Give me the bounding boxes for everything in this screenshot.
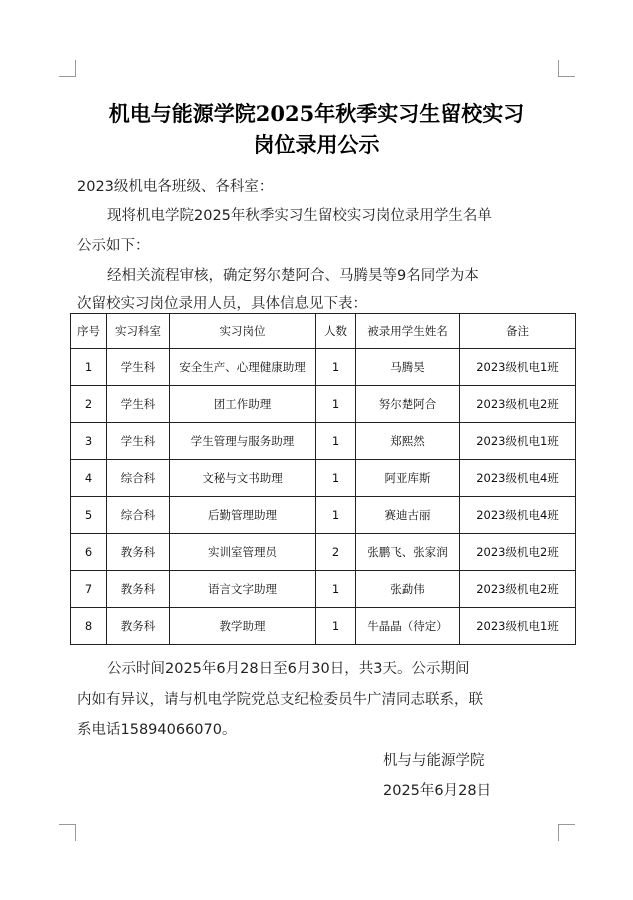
paragraph-2-line-2: 次留校实习岗位录用人员，具体信息见下表： <box>77 296 367 312</box>
table-row <box>71 349 576 386</box>
cell-count: 1 <box>316 423 356 460</box>
cell-index: 1 <box>71 349 107 386</box>
cell-count: 1 <box>316 608 356 645</box>
cell-department: 学生科 <box>107 423 170 460</box>
header-remarks: 备注 <box>460 314 576 349</box>
cell-department: 综合科 <box>107 497 170 534</box>
cell-position: 语言文字助理 <box>170 571 316 608</box>
header-position: 实习岗位 <box>170 314 316 349</box>
table-row <box>71 386 576 423</box>
cell-student-name: 张勐伟 <box>356 571 460 608</box>
cell-remarks: 2023级机电4班 <box>460 497 576 534</box>
cell-position: 安全生产、心理健康助理 <box>170 349 316 386</box>
cell-department: 学生科 <box>107 349 170 386</box>
salutation: 2023级机电各班级、各科室： <box>77 179 274 195</box>
cell-position: 后勤管理助理 <box>170 497 316 534</box>
header-index: 序号 <box>71 314 107 349</box>
cell-remarks: 2023级机电1班 <box>460 349 576 386</box>
crop-mark-top-right <box>558 60 575 77</box>
cell-position: 学生管理与服务助理 <box>170 423 316 460</box>
cell-student-name: 阿亚库斯 <box>356 460 460 497</box>
cell-position: 教学助理 <box>170 608 316 645</box>
paragraph-2-line-1: 经相关流程审核，确定努尔楚阿合、马腾昊等9名同学为本 <box>107 268 479 284</box>
cell-remarks: 2023级机电1班 <box>460 423 576 460</box>
cell-index: 3 <box>71 423 107 460</box>
cell-student-name: 赛迪古丽 <box>356 497 460 534</box>
cell-department: 教务科 <box>107 534 170 571</box>
paragraph-3-line-2: 内如有异议，请与机电学院党总支纪检委员牛广清同志联系，联 <box>77 692 483 708</box>
cell-count: 1 <box>316 571 356 608</box>
crop-mark-bottom-left <box>59 824 76 841</box>
paragraph-1-line-2: 公示如下： <box>77 238 150 254</box>
cell-position: 实训室管理员 <box>170 534 316 571</box>
cell-count: 1 <box>316 349 356 386</box>
header-student-name: 被录用学生姓名 <box>356 314 460 349</box>
table-row <box>71 460 576 497</box>
cell-remarks: 2023级机电4班 <box>460 460 576 497</box>
document-title-line-2: 岗位录用公示 <box>253 132 380 157</box>
paragraph-3-line-1: 公示时间2025年6月28日至6月30日，共3天。公示期间 <box>107 661 470 677</box>
cell-remarks: 2023级机电2班 <box>460 571 576 608</box>
table-header-row <box>71 314 576 349</box>
cell-count: 1 <box>316 386 356 423</box>
cell-index: 4 <box>71 460 107 497</box>
cell-department: 学生科 <box>107 386 170 423</box>
cell-student-name: 牛晶晶（待定） <box>356 608 460 645</box>
signature-org: 机与与能源学院 <box>383 753 485 769</box>
cell-count: 2 <box>316 534 356 571</box>
signature-date: 2025年6月28日 <box>383 783 492 799</box>
cell-student-name: 张鹏飞、张家润 <box>356 534 460 571</box>
cell-index: 7 <box>71 571 107 608</box>
crop-mark-top-left <box>59 60 76 77</box>
paragraph-3-line-3: 系电话15894066070。 <box>77 722 237 738</box>
paragraph-1-line-1: 现将机电学院2025年秋季实习生留校实习岗位录用学生名单 <box>107 208 492 224</box>
cell-index: 5 <box>71 497 107 534</box>
cell-student-name: 努尔楚阿合 <box>356 386 460 423</box>
cell-student-name: 郑熙然 <box>356 423 460 460</box>
cell-position: 团工作助理 <box>170 386 316 423</box>
cell-remarks: 2023级机电2班 <box>460 534 576 571</box>
document-title-line-1: 机电与能源学院2025年秋季实习生留校实习 <box>108 101 525 126</box>
cell-index: 6 <box>71 534 107 571</box>
table-row <box>71 497 576 534</box>
table-row <box>71 534 576 571</box>
cell-remarks: 2023级机电2班 <box>460 386 576 423</box>
cell-remarks: 2023级机电1班 <box>460 608 576 645</box>
cell-department: 教务科 <box>107 571 170 608</box>
cell-student-name: 马腾昊 <box>356 349 460 386</box>
table-row <box>71 571 576 608</box>
header-count: 人数 <box>316 314 356 349</box>
table-row <box>71 608 576 645</box>
cell-position: 文秘与文书助理 <box>170 460 316 497</box>
table-row <box>71 423 576 460</box>
internship-roster-table <box>70 313 576 645</box>
cell-department: 教务科 <box>107 608 170 645</box>
crop-mark-bottom-right <box>558 824 575 841</box>
cell-count: 1 <box>316 497 356 534</box>
cell-index: 2 <box>71 386 107 423</box>
cell-count: 1 <box>316 460 356 497</box>
cell-index: 8 <box>71 608 107 645</box>
header-department: 实习科室 <box>107 314 170 349</box>
cell-department: 综合科 <box>107 460 170 497</box>
